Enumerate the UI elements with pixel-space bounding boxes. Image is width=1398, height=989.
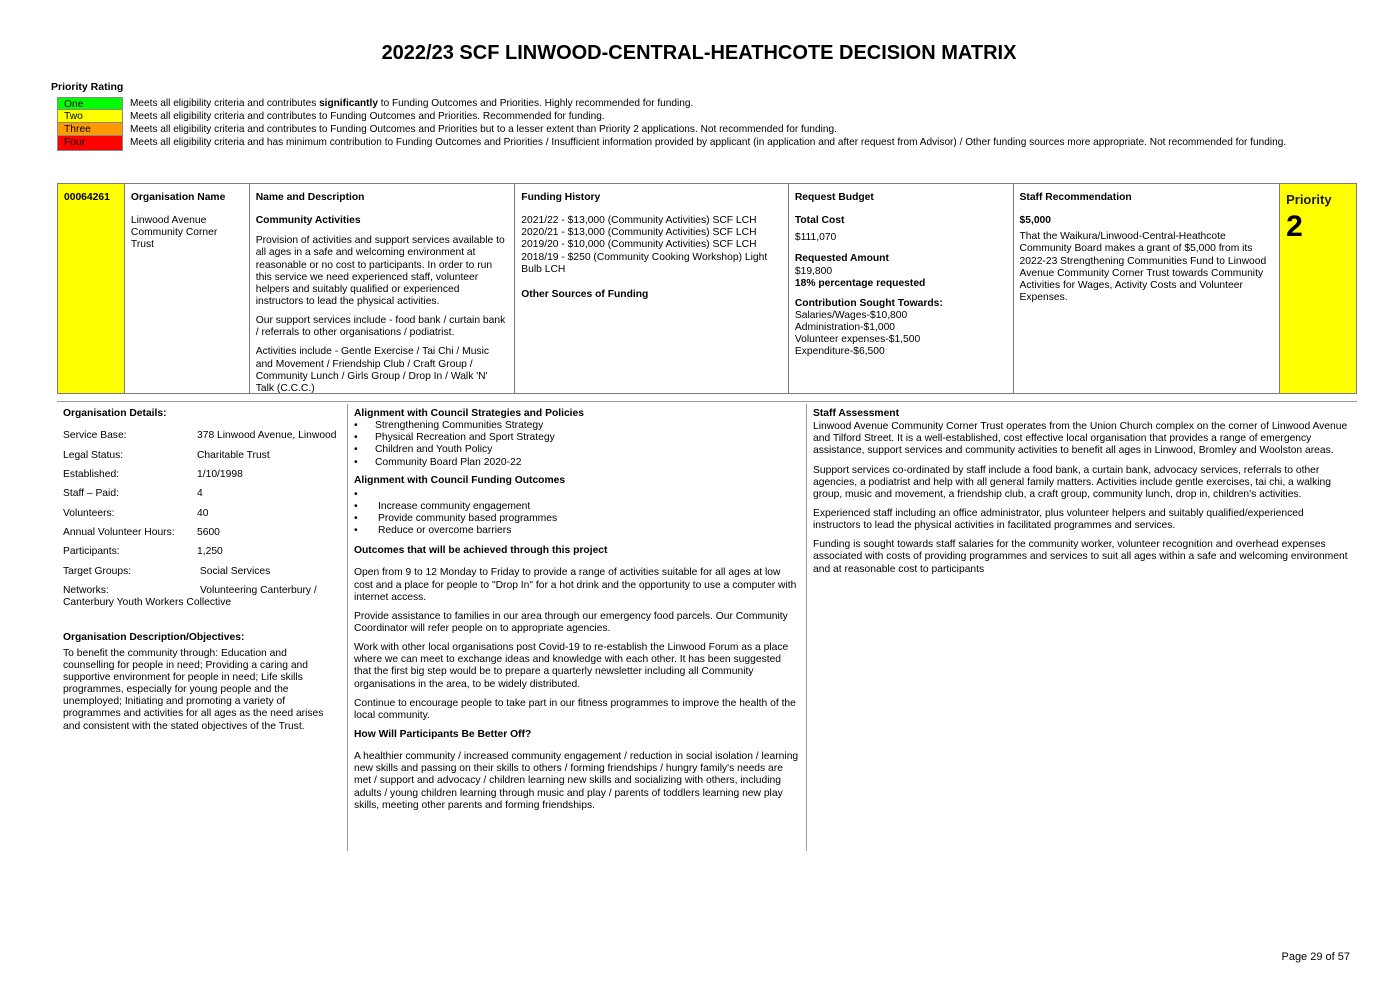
strategies-heading: Alignment with Council Strategies and Policies bbox=[354, 408, 585, 419]
request-budget-heading: Request Budget bbox=[794, 192, 874, 203]
percentage-requested: 18% percentage requested bbox=[794, 277, 926, 289]
outcomes-list bbox=[354, 489, 800, 537]
strategies-list bbox=[354, 420, 800, 469]
description-heading: Name and Description bbox=[255, 192, 365, 203]
priority-four-swatch: Four bbox=[57, 136, 123, 151]
staff-recommendation-heading: Staff Recommendation bbox=[1019, 192, 1132, 203]
contribution-item: Salaries/Wages-$10,800 bbox=[794, 309, 908, 321]
outcomes-heading: Alignment with Council Funding Outcomes bbox=[354, 474, 566, 486]
priority-one-row bbox=[57, 97, 1319, 110]
contribution-item: Volunteer expenses-$1,500 bbox=[794, 334, 921, 346]
staff-assessment-heading: Staff Assessment bbox=[813, 408, 900, 419]
contribution-item: Expenditure-$6,500 bbox=[794, 346, 885, 358]
strategy-item: • Children and Youth Policy bbox=[354, 444, 800, 456]
outcome-item: • Increase community engagement bbox=[354, 501, 800, 513]
page-number: Page 29 of 57 bbox=[1281, 951, 1350, 963]
priority-three-text: Meets all eligibility criteria and contributes to Funding Outcomes and Priorities but to a lesser extent than Priority 2 applications. Not recommended for funding. bbox=[130, 124, 837, 135]
organisation-name: Linwood Avenue Community Corner Trust bbox=[130, 215, 218, 251]
detail-row: Established: 1/10/1998 bbox=[63, 468, 243, 480]
priority-four-text: Meets all eligibility criteria and has minimum contribution to Funding Outcomes and Priorities / Insufficient information provided by applicant (in application and after request from Advisor) / Other funding sources more appropriate. Not recommended for funding. bbox=[130, 137, 1287, 148]
funding-history-item: 2018/19 - $250 (Community Cooking Workshop) Light Bulb LCH bbox=[521, 251, 768, 275]
priority-legend bbox=[57, 97, 1319, 151]
total-cost-label: Total Cost bbox=[794, 215, 845, 227]
staff-recommendation-text: That the Waikura/Linwood-Central-Heathcote Community Board makes a grant of $5,000 from its 2022-23 Strengthening Communities Fund to Linwood Avenue Community Corner Trust towards Community Activities for Wages, Activity Costs and Volunteer Expenses. bbox=[1019, 231, 1267, 303]
outcome-item bbox=[354, 489, 800, 501]
staff-recommendation-amount: $5,000 bbox=[1019, 215, 1052, 227]
priority-value: 2 bbox=[1286, 210, 1303, 244]
better-off-text: A healthier community / increased community engagement / reduction in social isolation / learning new skills and passing on their skills to others / forming friendships / hungry family's needs are met / support and advocacy / children learning new skills and socializing with others, including adults / young children learning through music and play / parents of toddlers learning new play skills, meeting other parents and forming friendships. bbox=[354, 751, 799, 811]
strategy-item: • Community Board Plan 2020-22 bbox=[354, 457, 800, 469]
assessment-para: Experienced staff including an office administrator, plus volunteer helpers and suitably qualified/experienced instructors to lead the physical activities in facilitated programmes and services. bbox=[813, 507, 1304, 532]
funding-history-heading: Funding History bbox=[521, 192, 601, 203]
detail-row: Target Groups: Social Services bbox=[63, 565, 271, 577]
funding-history-item: 2019/20 - $10,000 (Community Activities) SCF LCH bbox=[521, 239, 757, 251]
description-para: Activities include - Gentle Exercise / Tai Chi / Music and Movement / Friendship Club / Craft Group / Community Lunch / Girls Group / Drop In / Walk 'N' Talk (C.C.C.) bbox=[255, 346, 490, 394]
organisation-heading: Organisation Name bbox=[130, 192, 226, 203]
priority-three-row bbox=[57, 123, 1319, 136]
organisation-cell bbox=[125, 184, 250, 393]
achieved-para: Work with other local organisations post Covid-19 to re-establish the Linwood Forum as a place where we can meet to exchange ideas and knowledge with each other. It has been suggested that the first big step would be to prepare a quarterly newsletter including all Community organisations in the area, to be widely distributed. bbox=[354, 642, 789, 690]
project-name: Community Activities bbox=[255, 215, 361, 227]
application-table bbox=[57, 183, 1357, 394]
priority-four-row bbox=[57, 136, 1319, 151]
objectives-heading: Organisation Description/Objectives: bbox=[63, 631, 245, 643]
strategy-item: • Physical Recreation and Sport Strategy bbox=[354, 432, 800, 444]
priority-rating-heading: Priority Rating bbox=[51, 81, 124, 93]
detail-row: Legal Status: Charitable Trust bbox=[63, 449, 270, 461]
achieved-para: Open from 9 to 12 Monday to Friday to provide a range of activities suitable for all ages at low cost and a place for people to "Drop In" for a hot drink and the opportunity to use a computer with internet access. bbox=[354, 567, 797, 603]
achieved-para: Provide assistance to families in our area through our emergency food parcels. Our Community Coordinator will refer people on to appropriate agencies. bbox=[354, 610, 788, 634]
funding-history-item: 2020/21 - $13,000 (Community Activities) SCF LCH bbox=[521, 227, 757, 239]
total-cost-value: $111,070 bbox=[794, 232, 837, 244]
detail-row: Staff – Paid: 4 bbox=[63, 488, 203, 500]
priority-label: Priority bbox=[1286, 192, 1332, 207]
objectives-text: To benefit the community through: Education and counselling for people in need; Providing a caring and supportive environment for people in need; Life skills programmes, especially for young people and the unemployed; Initiating and promoting a variety of programmes and activities for all ages as the need arises and consistent with the stated objectives of the Trust. bbox=[63, 647, 324, 732]
priority-two-swatch: Two bbox=[57, 110, 123, 123]
priority-cell bbox=[1280, 184, 1356, 393]
request-budget-cell bbox=[789, 184, 1014, 393]
detail-row: Volunteers: 40 bbox=[63, 507, 209, 519]
organisation-details-heading: Organisation Details: bbox=[63, 408, 167, 419]
application-id: 00064261 bbox=[58, 184, 125, 393]
requested-amount-value: $19,800 bbox=[794, 265, 833, 277]
achieved-heading: Outcomes that will be achieved through this project bbox=[354, 545, 608, 557]
assessment-para: Support services co-ordinated by staff include a food bank, a curtain bank, advocacy services, referrals to other agencies, a podiatrist and help with all general family matters. Activities include gentle exercises, tai chi, a walking group, music and movement, a friendship club, a craft group, community lunch, drop in, children's activities. bbox=[813, 464, 1331, 500]
staff-assessment-column bbox=[807, 404, 1357, 587]
networks-row: Networks: Volunteering Canterbury / Canterbury Youth Workers Collective bbox=[63, 585, 317, 609]
alignment-column bbox=[348, 404, 807, 851]
contribution-item: Administration-$1,000 bbox=[794, 322, 896, 334]
assessment-para: Linwood Avenue Community Corner Trust operates from the Union Church complex on the corner of Linwood Avenue and Tilford Street. It is a well-established, cost effective local organisation that provides a range of emergency assistance, support services and community activities to benefit all ages in Linwood, Bromley and Woolston areas. bbox=[813, 421, 1348, 457]
priority-one-text: Meets all eligibility criteria and contributes significantly to Funding Outcomes and Priorities. Highly recommended for funding. bbox=[130, 98, 694, 109]
outcome-item: • Reduce or overcome barriers bbox=[354, 525, 800, 537]
achieved-para: Continue to encourage people to take part in our fitness programmes to improve the health of the local community. bbox=[354, 697, 796, 721]
requested-amount-label: Requested Amount bbox=[794, 253, 889, 265]
other-sources-heading: Other Sources of Funding bbox=[521, 288, 649, 300]
staff-recommendation-cell bbox=[1014, 184, 1281, 393]
priority-two-text: Meets all eligibility criteria and contributes to Funding Outcomes and Priorities. Recommended for funding. bbox=[130, 111, 605, 122]
funding-history-item: 2021/22 - $13,000 (Community Activities) SCF LCH bbox=[521, 215, 757, 227]
priority-one-swatch: One bbox=[57, 97, 123, 110]
organisation-details-column bbox=[57, 404, 348, 851]
contribution-label: Contribution Sought Towards: bbox=[794, 297, 943, 309]
page-title: 2022/23 SCF LINWOOD-CENTRAL-HEATHCOTE DECISION MATRIX bbox=[381, 42, 1017, 64]
priority-two-row bbox=[57, 110, 1319, 123]
assessment-para: Funding is sought towards staff salaries for the community worker, volunteer recognition and overhead expenses associated with costs of providing programmes and services to suit all ages within a safe and welcoming environment and at reasonable cost to participants bbox=[813, 539, 1348, 575]
funding-history-cell bbox=[515, 184, 789, 393]
priority-three-swatch: Three bbox=[57, 123, 123, 136]
better-off-heading: How Will Participants Be Better Off? bbox=[354, 728, 532, 740]
detail-row: Annual Volunteer Hours: 5600 bbox=[63, 527, 220, 539]
strategy-item: • Strengthening Communities Strategy bbox=[354, 420, 800, 432]
outcome-item: • Provide community based programmes bbox=[354, 513, 800, 525]
description-cell bbox=[250, 184, 516, 393]
detail-row: Participants: 1,250 bbox=[63, 546, 223, 558]
description-para: Our support services include - food bank / curtain bank / referrals to other organisations / podiatrist. bbox=[255, 315, 506, 339]
description-para: Provision of activities and support services available to all ages in a safe and welcoming environment at reasonable or no cost to participants. In order to run this service we need experienced staff, volunteer helpers and suitably qualified or experienced instructors to lead the physical activities. bbox=[255, 235, 505, 307]
detail-row: Service Base: 378 Linwood Avenue, Linwood bbox=[63, 430, 337, 442]
section-divider bbox=[57, 401, 1357, 402]
